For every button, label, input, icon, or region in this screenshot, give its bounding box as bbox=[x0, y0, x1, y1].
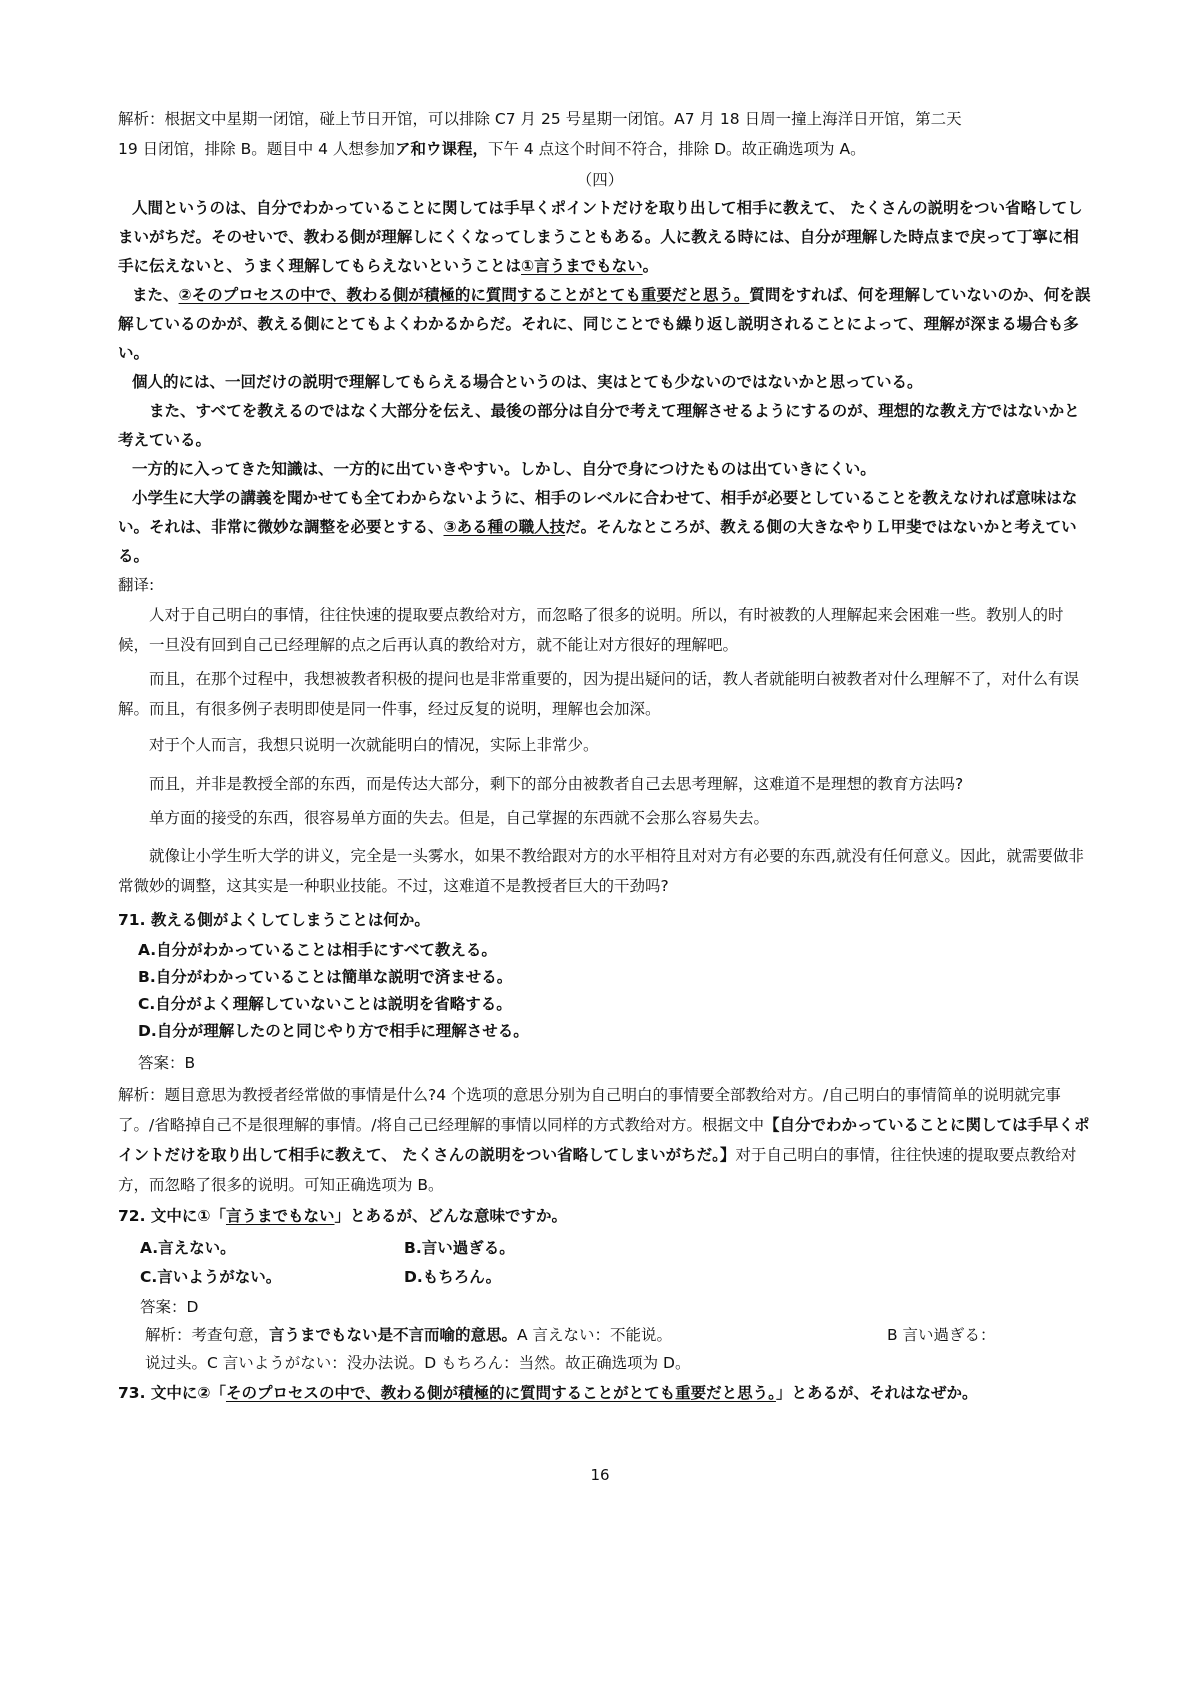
q73-underlined: そのプロセスの中で、教わる側が積極的に質問することがとても重要だと思う。 bbox=[225, 1384, 776, 1402]
analysis-top-line2b: 下午 4 点这个时间不符合，排除 D。故正确选项为 A。 bbox=[487, 140, 866, 158]
passage-paragraph-4: また、すべてを教えるのではなく大部分を伝え、最後の部分は自分で考えて理解させるようにするのが、理想的な教え方ではないかと考えている。 bbox=[118, 402, 1080, 449]
q73-start: 73. 文中に②「 bbox=[118, 1384, 226, 1402]
analysis-paragraph-top bbox=[118, 104, 1093, 164]
q72-analysis-1c: B 言い過ぎる： bbox=[887, 1326, 996, 1344]
page-number: 16 bbox=[590, 1466, 610, 1484]
passage-paragraph-6 bbox=[118, 484, 1093, 571]
q72-analysis-1a: 解析：考查句意， bbox=[145, 1326, 270, 1344]
translation-label: 翻译: bbox=[118, 576, 155, 594]
q71-answer: 答案：B bbox=[138, 1054, 196, 1072]
passage-p2-start: また、 bbox=[132, 286, 179, 304]
passage-p6-start: 小学生に大学の講義を聞かせても全てわからないように、相手のレベルに合わせて、相手が必要としていることを教えなければ意味はない。それは、非常に微妙な調整を必要とする、 bbox=[118, 489, 1078, 536]
translation-paragraph-3: 对于个人而言，我想只说明一次就能明白的情况，实际上非常少。 bbox=[149, 736, 599, 754]
passage-paragraph-2 bbox=[118, 281, 1093, 368]
passage-p1-end: 。 bbox=[642, 257, 659, 275]
q72-analysis-line2: 说过头。C 言いようがない：没办法说。D もちろん：当然。故正确选项为 D。 bbox=[145, 1354, 691, 1372]
q71-option-c: C.自分がよく理解していないことは説明を省略する。 bbox=[138, 995, 512, 1013]
q72-analysis-bold: 言うまでもない是不言而喻的意思。 bbox=[269, 1326, 518, 1344]
q71-option-d: D.自分が理解したのと同じやり方で相手に理解させる。 bbox=[138, 1022, 529, 1040]
translation-paragraph-6: 就像让小学生听大学的讲义，完全是一头雾水，如果不教给跟对方的水平相符且对对方有必要的东西,就没有任何意义。因此，就需要做非常微妙的调整，这其实是一种职业技能。不过，这难道不是教授者巨大的干劲吗? bbox=[118, 847, 1084, 895]
translation-paragraph-2: 而且，在那个过程中，我想被教者积极的提问也是非常重要的，因为提出疑问的话，教人者就能明白被教者对什么理解不了，对什么有误解。而且，有很多例子表明即使是同一件事，经过反复的说明，理解也会加深。 bbox=[118, 670, 1080, 718]
passage-underline-1: ①言うまでもない bbox=[521, 257, 643, 275]
q71-analysis-a: 解析：题目意思为教授者经常做的事情是什么?4 个选项的意思分别为自己明白的事情要全部教给对方。/自己明白的事情简单的说明就完事了。/省略掉自己不是很理解的事情。/将自己已经理解的事情以同样的方式教给对方。根据文中 bbox=[118, 1086, 1061, 1134]
q72-option-a: A.言えない。 bbox=[140, 1239, 236, 1257]
passage-p2-rest: 質問をすれば、何を理解していないのか、何を誤解しているのかが、教える側にとてもよくわかるからだ。それに、同じことでも繰り返し説明されることによって、理解が深まる場合も多い。 bbox=[118, 286, 1091, 362]
q72-end: 」とあるが、どんな意味ですか。 bbox=[334, 1207, 568, 1225]
passage-underline-3: ③ある種の職人技 bbox=[443, 518, 566, 536]
q72-option-b: B.言い過ぎる。 bbox=[404, 1239, 515, 1257]
translation-paragraph-1: 人对于自己明白的事情，往往快速的提取要点教给对方，而忽略了很多的说明。所以，有时被教的人理解起来会困难一些。教别人的时候，一旦没有回到自己已经理解的点之后再认真的教给对方，就不能让对方很好的理解吧。 bbox=[118, 606, 1064, 654]
q72-option-c: C.言いようがない。 bbox=[140, 1268, 282, 1286]
section-marker: （四） bbox=[576, 171, 624, 189]
question-72 bbox=[118, 1202, 1093, 1231]
analysis-top-line1: 解析：根据文中星期一闭馆，碰上节日开馆，可以排除 C7 月 25 号星期一闭馆。A7 月 18 日周一撞上海洋日开馆，第二天 bbox=[118, 110, 962, 128]
q71-analysis-bold: 【自分でわかっていることに関しては手早くポイントだけを取り出して相手に教えて、 たくさんの説明をつい省略してしまいがちだ。】 bbox=[118, 1116, 1090, 1164]
passage-paragraph-3: 個人的には、一回だけの説明で理解してもらえる場合というのは、実はとても少ないのではないかと思っている。 bbox=[132, 373, 923, 391]
question-73 bbox=[118, 1378, 1093, 1408]
translation-paragraph-4: 而且，并非是教授全部的东西，而是传达大部分，剩下的部分由被教者自己去思考理解，这难道不是理想的教育方法吗? bbox=[149, 775, 964, 793]
analysis-top-line2a: 19 日闭馆，排除 B。题目中 4 人想参加 bbox=[118, 140, 395, 158]
q71-analysis bbox=[118, 1080, 1093, 1200]
q71-option-a: A.自分がわかっていることは相手にすべて教える。 bbox=[138, 941, 497, 959]
q72-analysis-1b: A 言えない：不能说。 bbox=[517, 1326, 673, 1344]
passage-p1-text: 人間というのは、自分でわかっていることに関しては手早くポイントだけを取り出して相手に教えて、 たくさんの説明をつい省略してしまいがちだ。そのせいで、教わる側が理解しにくくなってしまうこともある。人に教える時には、自分が理解した時点まで戻って丁寧に相手に伝えないと、うまく理解してもらえないということは bbox=[118, 199, 1083, 275]
question-71: 71. 教える側がよくしてしまうことは何か。 bbox=[118, 911, 430, 929]
passage-p6-end: だ。そんなところが、教える側の大きなやりＬ甲斐ではないかと考えている。 bbox=[118, 518, 1077, 565]
q72-option-d: D.もちろん。 bbox=[404, 1268, 502, 1286]
passage-paragraph-1 bbox=[118, 194, 1093, 281]
q72-answer: 答案：D bbox=[140, 1298, 199, 1316]
q71-analysis-b: 对于自己明白的事情，往往快速的提取要点教给对方，而忽略了很多的说明。可知正确选项为 B。 bbox=[118, 1146, 1077, 1194]
q71-option-b: B.自分がわかっていることは簡単な説明で済ませる。 bbox=[138, 968, 513, 986]
q73-end: 」とあるが、それはなぜか。 bbox=[775, 1384, 978, 1402]
translation-paragraph-5: 单方面的接受的东西，很容易单方面的失去。但是，自己掌握的东西就不会那么容易失去。 bbox=[149, 809, 770, 827]
passage-paragraph-5: 一方的に入ってきた知識は、一方的に出ていきやすい。しかし、自分で身につけたものは出ていきにくい。 bbox=[132, 460, 876, 478]
analysis-top-bold: ア和ウ课程， bbox=[394, 140, 488, 158]
q72-start: 72. 文中に①「 bbox=[118, 1207, 226, 1225]
q72-underlined: 言うまでもない bbox=[225, 1207, 335, 1225]
q72-analysis-line1 bbox=[145, 1322, 672, 1348]
passage-underline-2: ②そのプロセスの中で、教わる側が積極的に質問することがとても重要だと思う。 bbox=[178, 286, 750, 304]
